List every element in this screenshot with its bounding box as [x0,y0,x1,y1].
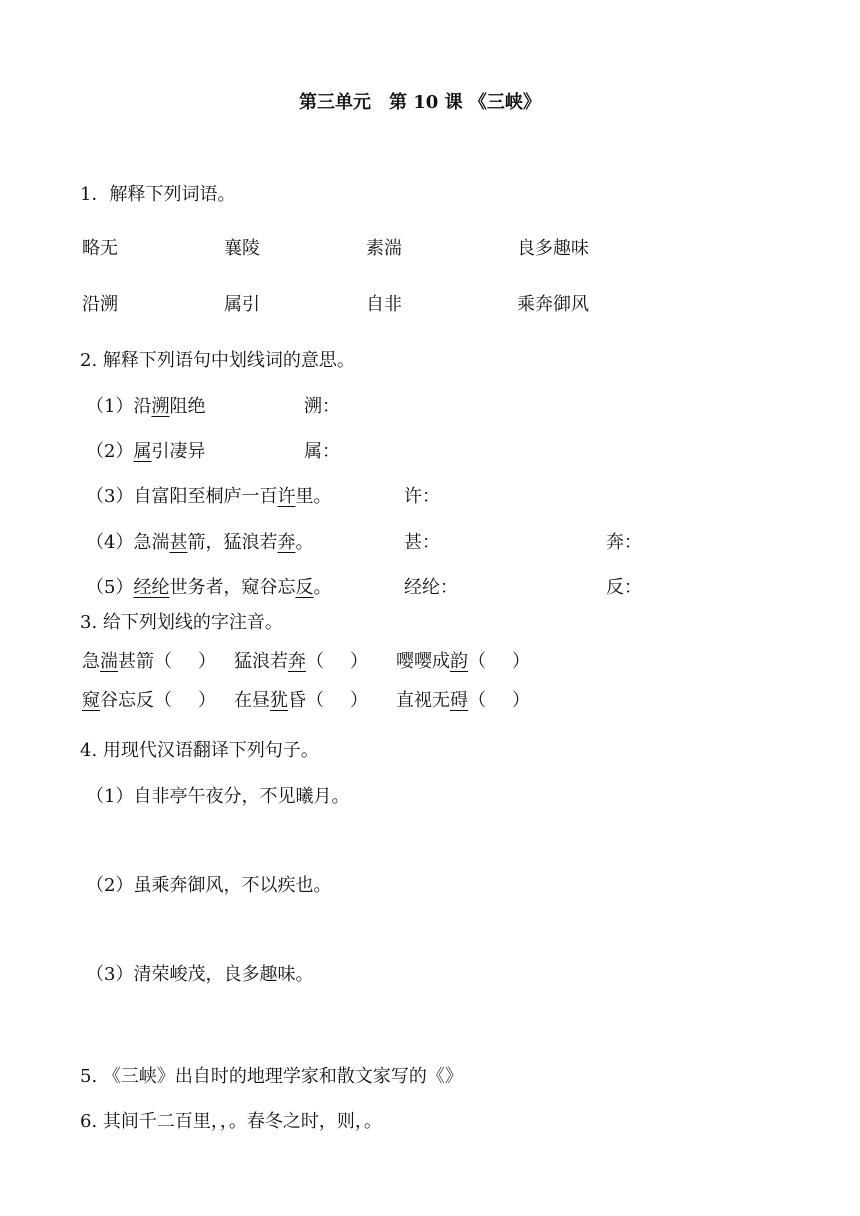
q1-term: 沿溯 [82,294,118,315]
q1-term: 属引 [224,294,260,315]
q6-sentence: 6. 其间千二百里，，。春冬之时，则，。 [80,1111,382,1132]
q1-term: 自非 [366,294,402,315]
q1-heading: 1．解释下列词语。 [80,184,236,205]
q3-item: 在昼犹昏（ ） [234,690,368,711]
q2-item-3: （3）自富阳至桐庐一百许里。 [86,486,332,507]
q2-heading: 2. 解释下列语句中划线词的意思。 [80,350,355,371]
q3-item: 猛浪若奔（ ） [234,651,368,672]
q3-item: 急湍甚箭（ ） [82,651,216,672]
q4-item: （1）自非亭午夜分，不见曦月。 [86,786,350,807]
q4-item: （2）虽乘奔御风，不以疾也。 [86,875,332,896]
q3-item: 嘤嘤成韵（ ） [396,651,530,672]
q4-item: （3）清荣峻茂，良多趣味。 [86,964,314,985]
q2-item-2: （2）属引凄异 [86,441,206,462]
q3-item: 窥谷忘反（ ） [82,690,216,711]
q2-item-5: （5）经纶世务者，窥谷忘反。 [86,577,332,598]
q3-heading: 3. 给下列划线的字注音。 [80,612,283,633]
q3-item: 直视无碍（ ） [396,690,530,711]
q2-item-4: （4）急湍甚箭，猛浪若奔。 [86,532,314,553]
q4-heading: 4. 用现代汉语翻译下列句子。 [80,740,319,761]
q2-answer-3: 许： [404,486,440,507]
q2-answer-1: 溯： [304,396,340,417]
q2-item-1: （1）沿溯阻绝 [86,396,206,417]
q1-term: 素湍 [366,238,402,259]
page-title: 第三单元 第 10 课 《三峡》 [299,92,541,113]
q1-term: 良多趣味 [517,238,589,259]
q2-answer-4a: 甚： [404,532,440,553]
q1-term: 略无 [82,238,118,259]
q1-term: 乘奔御风 [517,294,589,315]
q2-answer-4b: 奔： [606,532,642,553]
q2-answer-2: 属： [304,441,340,462]
q2-answer-5b: 反： [606,577,642,598]
q1-term: 襄陵 [224,238,260,259]
q2-answer-5a: 经纶： [404,577,458,598]
q5-sentence: 5. 《三峡》出自时的地理学家和散文家写的《》 [80,1066,463,1087]
